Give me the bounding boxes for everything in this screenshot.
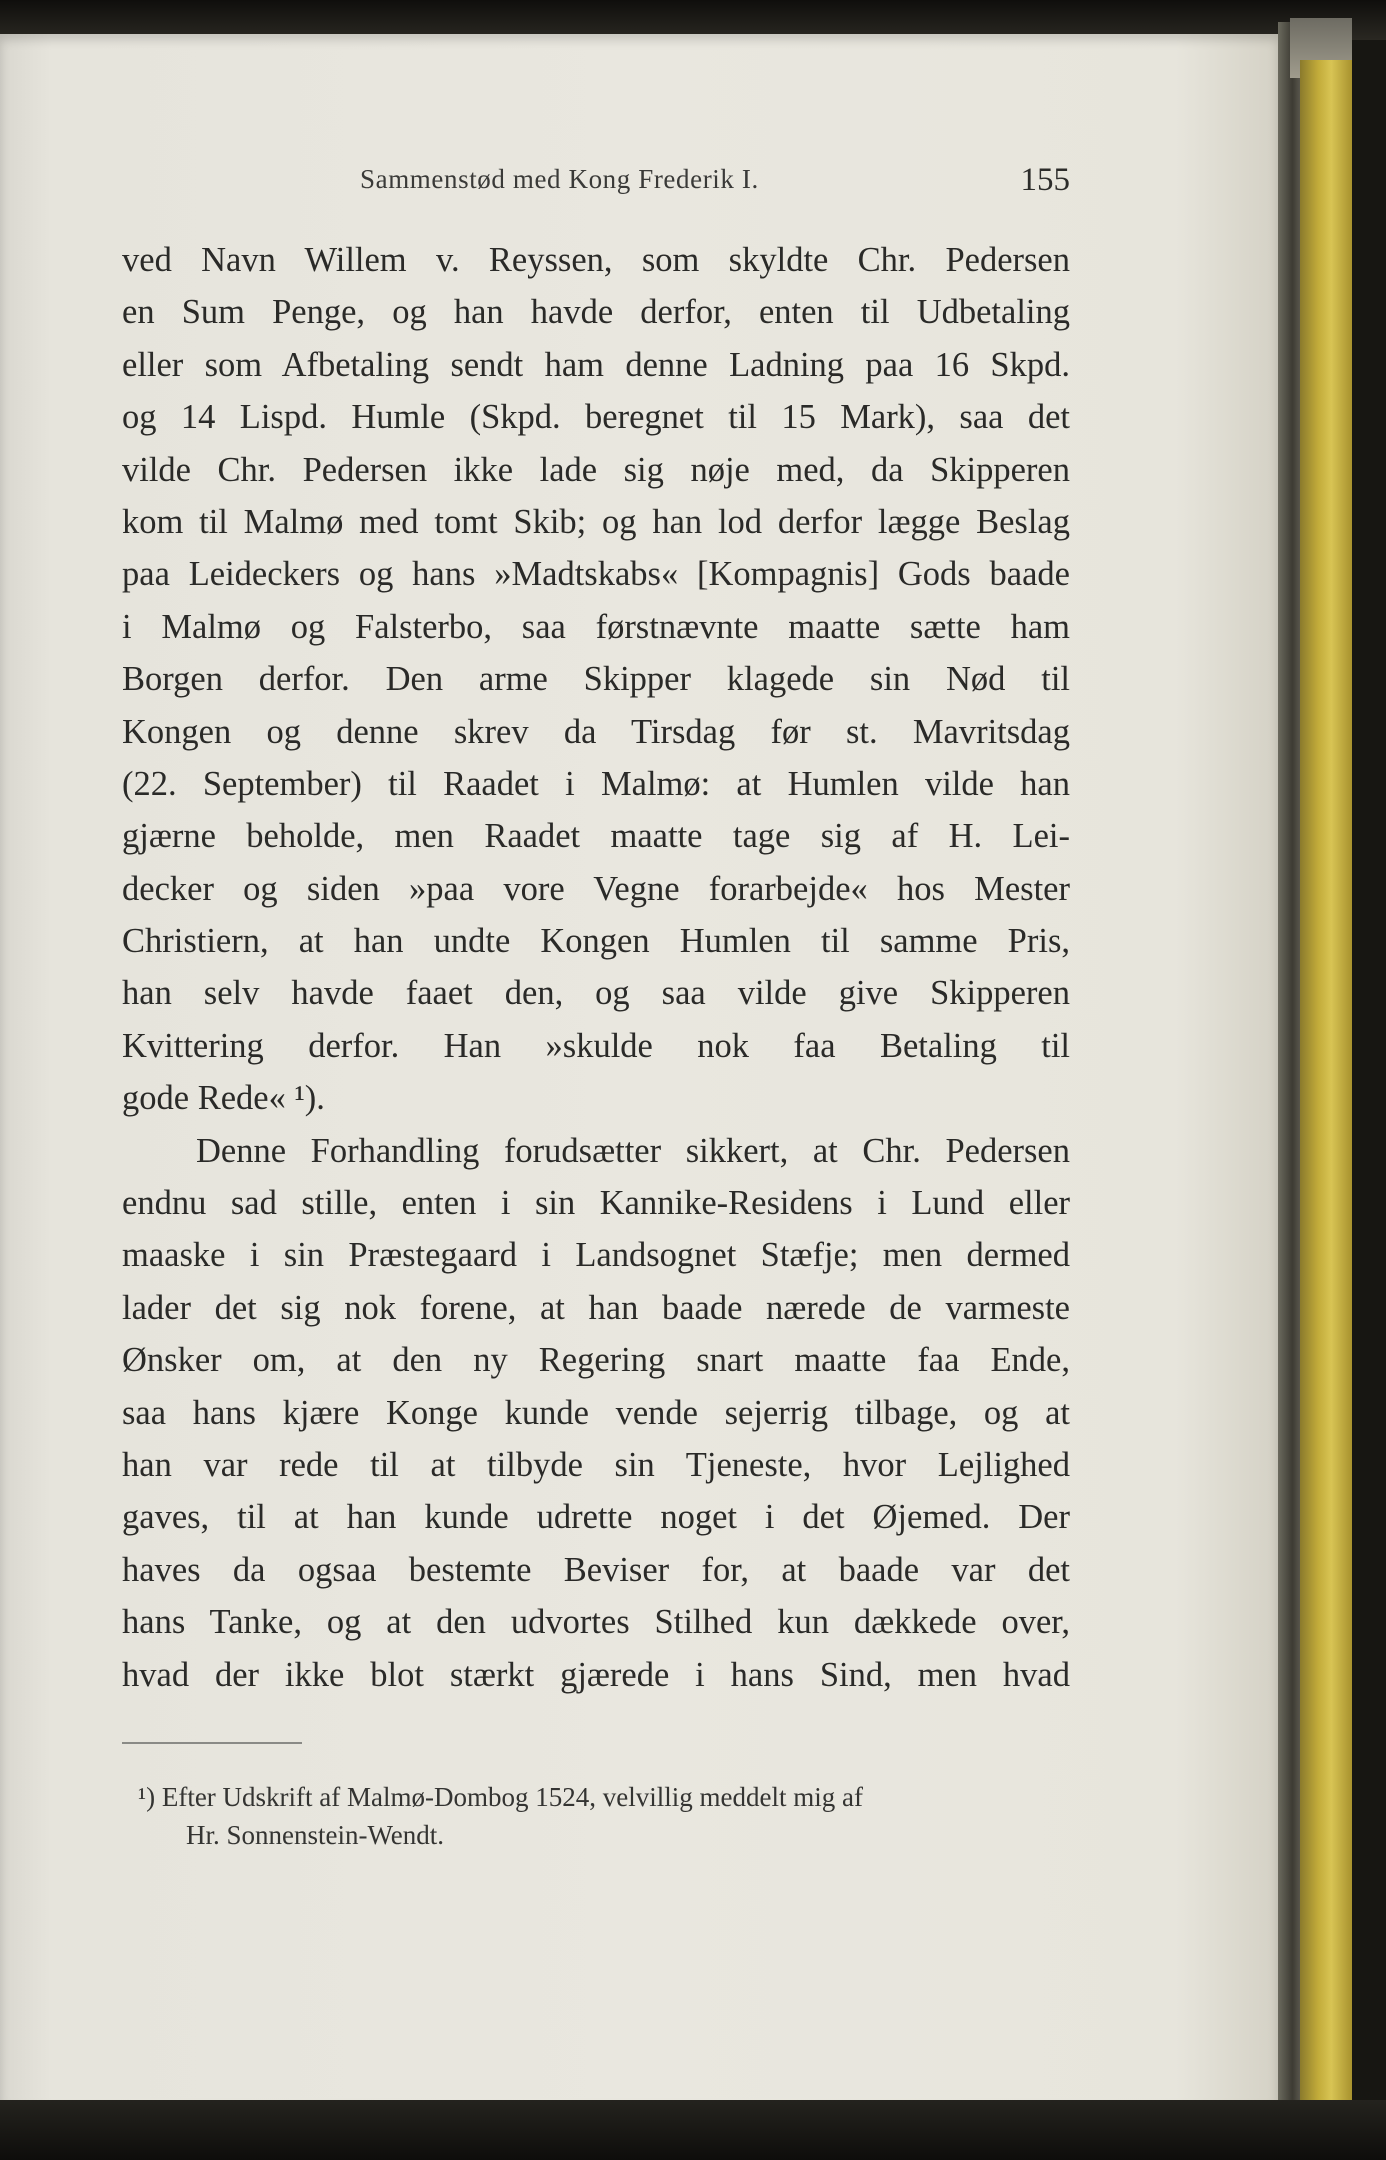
- text-line: ved Navn Willem v. Reyssen, som skyldte Chr. Pedersen: [122, 241, 1070, 279]
- text-line: Borgen derfor. Den arme Skipper klagede sin Nød til: [122, 660, 1070, 699]
- text-line: paa Leideckers og hans »Madtskabs« [Kompagnis] Gods baade: [122, 555, 1070, 594]
- text-line: lader det sig nok forene, at han baade nærede de varmeste: [122, 1288, 1070, 1327]
- text-line: i Malmø og Falsterbo, saa førstnævnte maatte sætte ham: [122, 607, 1070, 646]
- text-line: haves da ogsaa bestemte Beviser for, at baade var det: [122, 1550, 1070, 1589]
- text-line: endnu sad stille, enten i sin Kannike-Residens i Lund eller: [122, 1184, 1070, 1223]
- text-line: saa hans kjære Konge kunde vende sejerrig tilbage, og at: [122, 1393, 1070, 1432]
- text-line: og 14 Lispd. Humle (Skpd. beregnet til 15 Mark), saa det: [122, 398, 1070, 437]
- text-line: Kvittering derfor. Han »skulde nok faa Betaling til: [122, 1026, 1070, 1065]
- footnote-line: Hr. Sonnenstein-Wendt.: [186, 1820, 445, 1850]
- text-line: kom til Malmø med tomt Skib; og han lod derfor lægge Beslag: [122, 502, 1070, 541]
- text-line: eller som Afbetaling sendt ham denne Ladning paa 16 Skpd.: [122, 345, 1070, 384]
- text-line: han var rede til at tilbyde sin Tjeneste, hvor Lejlighed: [122, 1445, 1070, 1484]
- text-line: Denne Forhandling forudsætter sikkert, at Chr. Pedersen: [196, 1131, 1070, 1170]
- text-line: vilde Chr. Pedersen ikke lade sig nøje med, da Skipperen: [122, 450, 1070, 489]
- page-header: [120, 158, 1070, 204]
- text-line: Kongen og denne skrev da Tirsdag før st. Mavritsdag: [122, 712, 1070, 751]
- running-head: Sammenstød med Kong Frederik I.: [360, 164, 759, 194]
- footnote-line: ¹) Efter Udskrift af Malmø-Dombog 1524, velvillig meddelt mig af: [138, 1782, 863, 1812]
- text-line: maaske i sin Præstegaard i Landsognet Stæfje; men dermed: [122, 1236, 1070, 1275]
- page-number: 155: [1020, 162, 1070, 198]
- text-line: gjærne beholde, men Raadet maatte tage sig af H. Lei-: [122, 817, 1070, 856]
- bottom-edge-shadow: [0, 2100, 1386, 2160]
- text-line: hvad der ikke blot stærkt gjærede i hans Sind, men hvad: [122, 1655, 1070, 1694]
- text-line: Ønsker om, at den ny Regering snart maatte faa Ende,: [122, 1341, 1070, 1380]
- footnote: [138, 1778, 1068, 1854]
- text-line: hans Tanke, og at den udvortes Stilhed kun dækkede over,: [122, 1603, 1070, 1642]
- text-line: decker og siden »paa vore Vegne forarbejde« hos Mester: [122, 869, 1070, 908]
- text-line: en Sum Penge, og han havde derfor, enten til Udbetaling: [122, 293, 1070, 332]
- body-text: [122, 234, 1070, 1701]
- text-line: Christiern, at han undte Kongen Humlen til samme Pris,: [122, 922, 1070, 961]
- text-line: gaves, til at han kunde udrette noget i det Øjemed. Der: [122, 1498, 1070, 1537]
- text-line: (22. September) til Raadet i Malmø: at Humlen vilde han: [122, 764, 1070, 803]
- text-line: han selv havde faaet den, og saa vilde give Skipperen: [122, 974, 1070, 1013]
- footnote-rule: [122, 1742, 302, 1744]
- text-line: gode Rede« ¹).: [122, 1079, 325, 1118]
- book-binding: [1300, 60, 1352, 2110]
